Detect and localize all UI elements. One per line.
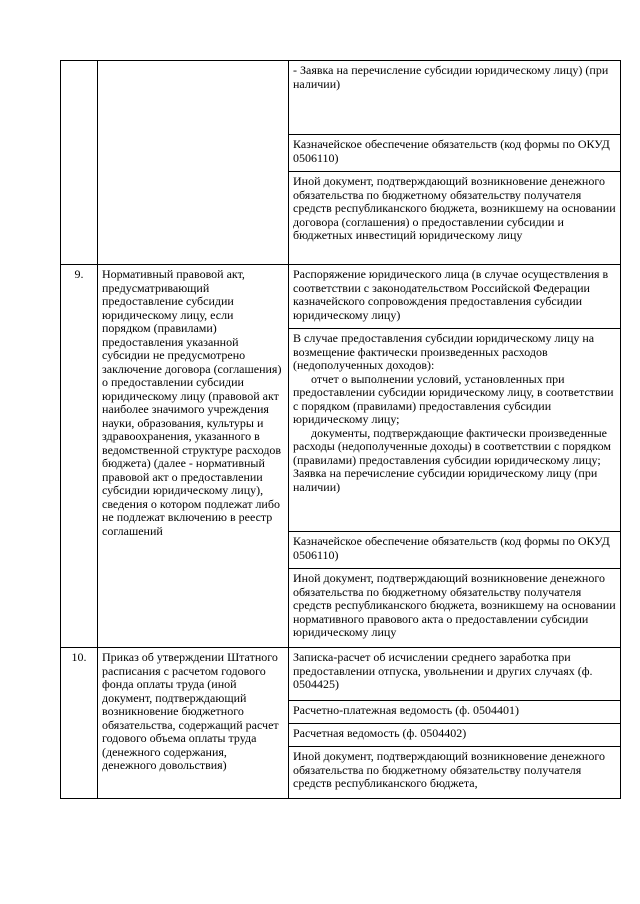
row-number: 9.: [61, 265, 98, 648]
document-tail: Заявка на перечисление субсидии юридическому лицу (при наличии): [293, 466, 598, 494]
row-number: 10.: [61, 648, 98, 799]
document-cell: - Заявка на перечисление субсидии юридическому лицу) (при наличии): [289, 61, 621, 135]
document-cell: Расчетная ведомость (ф. 0504402): [289, 724, 621, 747]
table-row: [61, 265, 621, 329]
table-row: [61, 648, 621, 701]
row-number: [61, 61, 98, 265]
document-cell: Казначейское обеспечение обязательств (код формы по ОКУД 0506110): [289, 532, 621, 569]
document-cell: Иной документ, подтверждающий возникновение денежного обязательства по бюджетному обязательству получателя средств республиканского бюджета, возникшему на основании нормативного правового акта о предоставлении субсидии юридическому лицу: [289, 569, 621, 648]
document-cell: [289, 329, 621, 532]
document-cell: Записка-расчет об исчислении среднего заработка при предоставлении отпуска, увольнении и других случаях (ф. 0504425): [289, 648, 621, 701]
document-item: документы, подтверждающие фактически произведенные расходы (недополученные доходы) в соответствии с порядком (правилами) предоставления субсидии юридическому лицу;: [293, 425, 611, 467]
documents-table: [60, 60, 621, 799]
document-cell: Расчетно-платежная ведомость (ф. 0504401): [289, 701, 621, 724]
row-name: Приказ об утверждении Штатного расписания с расчетом годового фонда оплаты труда (иной документ, подтверждающий возникновение бюджетного обязательства, содержащий расчет годового объема оплаты труда (денежного содержания, денежного довольствия): [98, 648, 289, 799]
row-name: Нормативный правовой акт, предусматривающий предоставление субсидии юридическому лицу, если порядком (правилами) предоставления указанной субсидии не предусмотрено заключение договора (соглашения) о предоставлении субсидии юридическому лицу (правовой акт наиболее значимого учреждения науки, образования, культуры и здравоохранения, указанного в ведомственной структуре расходов бюджета) (далее - нормативный правовой акт о предоставлении субсидии юридическому лицу), сведения о котором подлежат либо не подлежат включению в реестр соглашений: [98, 265, 289, 648]
row-name: [98, 61, 289, 265]
document-intro: В случае предоставления субсидии юридическому лицу на возмещение фактически произведенных расходов (недополученных доходов):: [293, 331, 595, 372]
document-cell: Иной документ, подтверждающий возникновение денежного обязательства по бюджетному обязательству получателя средств республиканского бюджета,: [289, 747, 621, 799]
document-cell: Распоряжение юридического лица (в случае осуществления в соответствии с законодательством Российской Федерации казначейского сопровождения предоставления субсидии юридическому лицу): [289, 265, 621, 329]
document-item: отчет о выполнении условий, установленных при предоставлении субсидии юридическому лицу, в соответствии с порядком (правилами) предоставления субсидии юридическому лицу;: [293, 371, 614, 426]
document-cell: Казначейское обеспечение обязательств (код формы по ОКУД 0506110): [289, 135, 621, 172]
document-cell: Иной документ, подтверждающий возникновение денежного обязательства по бюджетному обязательству получателя средств республиканского бюджета, возникшему на основании договора (соглашения) о предоставлении субсидии и бюджетных инвестиций юридическому лицу: [289, 172, 621, 265]
table-row: [61, 61, 621, 135]
